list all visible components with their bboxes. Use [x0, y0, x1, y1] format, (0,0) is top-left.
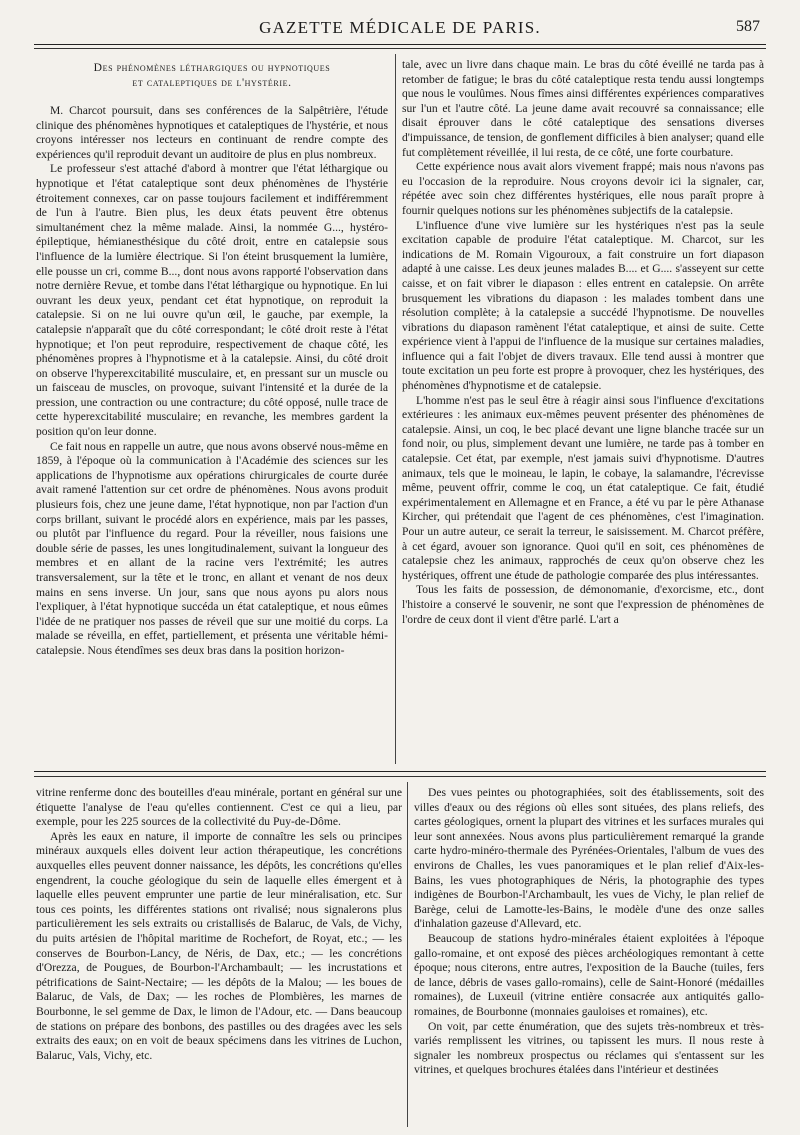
- running-head: [34, 18, 766, 42]
- section-rule: [34, 771, 766, 772]
- paragraph: Après les eaux en nature, il importe de connaître les sels ou principes minéraux auxquels elles doivent leur action thérapeutique, les concrétions auxquelles elles peuvent donner naissance, les dépôts, les concrétions qu'elles engendrent, la couche géologique du sein de laquelle elles émergent et à laquelle elles peuvent emprunter une partie de leur minéralisation, etc. Sur tous ces points, les différentes stations ont rivalisé; nous signalerons plus particulièrement les sels extraits ou cristallisés de Balaruc, de Vals, de Vichy, du puits artésien de l'hôpital maritime de Rochefort, de Royat, etc.; — les conserves de Bourbon-Lancy, de Néris, de Dax, etc.; — les concrétions d'Orezza, de Pougues, de Bourbon-l'Archambault; — les incrustations et pétrifications de Saint-Nectaire; — les dépôts de la Malou; — les boues de Balaruc, de Vals, de Dax; — les roches de Plombières, les marnes de Bourbonne, le sel gemme de Dax, le limon de l'Adour, etc. — Dans beaucoup de stations on prépare des bonbons, des pastilles ou des dragées avec les sels extraits des eaux; on en voit de beaux spécimens dans les vitrines de Luchon, Balaruc, Vals, Vichy, etc.: [36, 829, 402, 1062]
- column-divider-lower: [407, 782, 408, 1127]
- article-title-line-2: et cataleptiques de l'hystérie.: [132, 76, 292, 89]
- paragraph: tale, avec un livre dans chaque main. Le bras du côté éveillé ne tarda pas à retomber de fatigue; le bras du côté cataleptique resta tendu aussi longtemps que nous le voulûmes. Nous fîmes ainsi différentes expériences comparatives sur l'un et l'autre côté. La jeune dame avait recouvré sa connaissance; elle disait éprouver dans le côté cataleptique des sensations diverses d'impuissance, de tension, de gonflement difficiles à bien analyser; quand elle fut complètement réveillée, il lui resta, de ce côté, une forte courbature.: [402, 58, 764, 159]
- header-rule-thin: [34, 48, 766, 49]
- page-number: 587: [736, 18, 760, 35]
- paragraph: L'influence d'une vive lumière sur les hystériques n'est pas la seule excitation capable de produire l'état cataleptique. M. Charcot, sur les indications de M. Romain Vigouroux, a fait construire un fort diapason adapté à une caisse. Les deux jeunes malades B.... et G.... s'asseyent sur cette caisse, et on fait vibrer le diapason : elles entrent en catalepsie. On arrête brusquement les vibrations du diapason : les malades tombent dans une résolution complète; à la catalepsie a succédé l'hypnotisme. De nouvelles vibrations du diapason ramènent l'état cataleptique, et ainsi de suite. Cette expérience vient à l'appui de l'influence de la musique sur certaines maladies, influence qui a fait l'objet de divers travaux. Elle tend aussi à montrer que toute excitation un peu forte est propre à provoquer, chez les hystériques, des phénomènes d'hypnotisme et de catalepsie.: [402, 218, 764, 393]
- lower-left-column: [36, 786, 402, 1126]
- paragraph: Tous les faits de possession, de démonomanie, d'exorcisme, etc., dont l'histoire a conservé le souvenir, ne sont que l'expression de phénomènes de l'ordre de ceux dont il vient d'être parlé. L'art a: [402, 583, 764, 626]
- article-title-line-1: Des phénomènes léthargiques ou hypnotiques: [93, 61, 331, 74]
- paragraph: Beaucoup de stations hydro-minérales étaient exploitées à l'époque gallo-romaine, et ont exposé des pièces archéologiques remontant à cette époque; nous citerons, entre autres, l'exposition de la Bauche (tuiles, fers de lance, débris de vases gallo-romains), celle de Saint-Honoré (médailles romaines), de Luxeuil (vitrine entière consacrée aux antiquités gallo-romaines, de Bourbonne (monnaies gauloises et romaines), etc.: [414, 931, 764, 1018]
- article-right-column: [402, 58, 764, 764]
- paragraph: vitrine renferme donc des bouteilles d'eau minérale, portant en général sur une étiquette l'analyse de l'eau qu'elles contiennent. C'est ce qui a lieu, par exemple, pour les 225 sources de la collectivité du Puy-de-Dôme.: [36, 786, 402, 829]
- article-title: [36, 60, 388, 90]
- paragraph: L'homme n'est pas le seul être à réagir ainsi sous l'influence d'excitations extérieures : les animaux eux-mêmes peuvent présenter des phénomènes de catalepsie. Ainsi, un coq, le bec placé devant une ligne blanche tracée sur un fond noir, ou plus, simplement devant une lumière, ne tarde pas à tomber en catalepsie. Cet état, par exemple, n'est jamais suivi d'hypnotisme. D'autres animaux, tels que le moineau, le lapin, le cobaye, la salamandre, l'écrevisse même, peuvent offrir, comme le coq, un état cataleptique. Ce fait, étudié expérimentalement en Allemagne et en France, a été vu par le père Athanase Kircher, qui prétendait que l'agent de ces phénomènes, c'est l'imagination. Pour un autre auteur, ce serait la terreur, le saisissement. M. Charcot préfère, à cet égard, avouer son ignorance. Quoi qu'il en soit, ces phénomènes de catalepsie chez les animaux, rapprochés de ceux qu'on observe chez les hystériques, offrent une étude de pathologie comparée des plus intéressantes.: [402, 393, 764, 582]
- paragraph: On voit, par cette énumération, que des sujets très-nombreux et très-variés remplissent les vitrines, ou tapissent les murs. Il nous reste à signaler les nombreux prospectus ou réclames qui s'entassent sur les vitrines, et quelques brochures étalées dans l'intérieur et destinées: [414, 1019, 764, 1077]
- paragraph: M. Charcot poursuit, dans ses conférences de la Salpêtrière, l'étude clinique des phénomènes hypnotiques et cataleptiques de l'hystérie, et nous croyons intéresser nos lecteurs en continuant de rendre compte des expériences qu'il reproduit devant un auditoire de plus en plus nombreux.: [36, 104, 388, 161]
- section-rule-thin: [34, 776, 766, 777]
- paragraph: Cette expérience nous avait alors vivement frappé; mais nous n'avons pas eu l'occasion de la reproduire. Nous croyons devoir ici la signaler, car, répétée avec soin chez différentes hystériques, elle nous paraît propre à fournir quelques notions sur les phénomènes subjectifs de la catalepsie.: [402, 160, 764, 217]
- lower-right-column: [414, 786, 764, 1126]
- journal-title: GAZETTE MÉDICALE DE PARIS.: [259, 18, 541, 37]
- paragraph: Des vues peintes ou photographiées, soit des établissements, soit des villes d'eaux ou des régions où elles sont situées, des plans reliefs, des cartes géologiques, ornent la plupart des vitrines et les surfaces murales qui leur sont annexées. Nous avons plus particulièrement remarqué la grande carte hydro-minéro-thermale des Pyrénées-Orientales, l'album de vues des environs de Challes, les vues panoramiques et le plan relief d'Aix-les-Bains, les vues photographiques de Néris, la photographie des types indigènes de Bourbon-l'Archambault, les vues de Vichy, le plan relief de Barège, celui de Lamotte-les-Bains, le modèle d'une des onze salles d'inhalation gazeuse d'Allevard, etc.: [414, 786, 764, 931]
- paragraph: Le professeur s'est attaché d'abord à montrer que l'état léthargique ou hypnotique et l'état cataleptique sont deux phénomènes de l'hystérie étroitement connexes, car on passe toujours facilement et indifféremment de l'un à l'autre. Bien plus, les deux états peuvent être obtenus simultanément chez la même malade. Ainsi, la nommée G..., hystéro-épileptique, hémianesthésique du côté droit, entre en catalepsie sous l'influence de la lumière électrique. Si l'on éteint brusquement la lumière, elle pousse un cri, comme B..., dont nous avons rapporté l'observation dans notre dernière Revue, et tombe dans l'état léthargique ou hypnotique. En lui ouvrant les deux yeux, pendant cet état hypnotique, on reproduit la catalepsie. Si on ne lui ouvre qu'un œil, le gauche, par exemple, la catalepsie n'apparaît que du côté correspondant; le côté droit reste à l'état hypnotique; et l'on peut reproduire, respectivement de chaque côté, les phénomènes propres à l'hypnotisme et à la catalepsie. Ainsi, du côté droit on observe l'hyperexcitabilité musculaire, et, en pressant sur un muscle ou un faisceau de muscles, on provoque, suivant l'intensité et la durée de la pression, une contraction ou une contracture; du côté opposé, nulle trace de cette hyperexcitabilité musculaire; en revanche, les membres gardent la position qu'on leur donne.: [36, 162, 388, 439]
- paragraph: Ce fait nous en rappelle un autre, que nous avons observé nous-même en 1859, à l'époque où la communication à l'Académie des sciences sur les applications de l'hypnotisme aux opérations chirurgicales de courte durée avait ramené l'attention sur cet ordre de phénomènes. Nous avons produit plusieurs fois, chez une jeune dame, l'état hypnotique, non par l'action d'un corps brillant, suivant le procédé alors en expérience, mais par les passes, ou plutôt par l'influence du regard. Pour la réveiller, nous faisions une double série de passes, les unes longitudinalement, suivant la longueur des membres et en allant de la racine vers l'extrémité; les autres transversalement, sur la tête et le tronc, en allant et venant de nos deux mains en sens inverse. Un jour, sans que nous ayons pu alors nous l'expliquer, à l'état hypnotique succéda un état cataleptique, et nous eûmes l'idée de ne pratiquer nos passes de réveil que sur une moitié du corps. La malade se réveilla, en effet, partiellement, et présenta une véritable hémi-catalepsie. Nous étendîmes ses deux bras dans la position horizon-: [36, 439, 388, 657]
- article-left-column: [36, 58, 388, 764]
- column-divider: [395, 54, 396, 764]
- header-rule: [34, 44, 766, 45]
